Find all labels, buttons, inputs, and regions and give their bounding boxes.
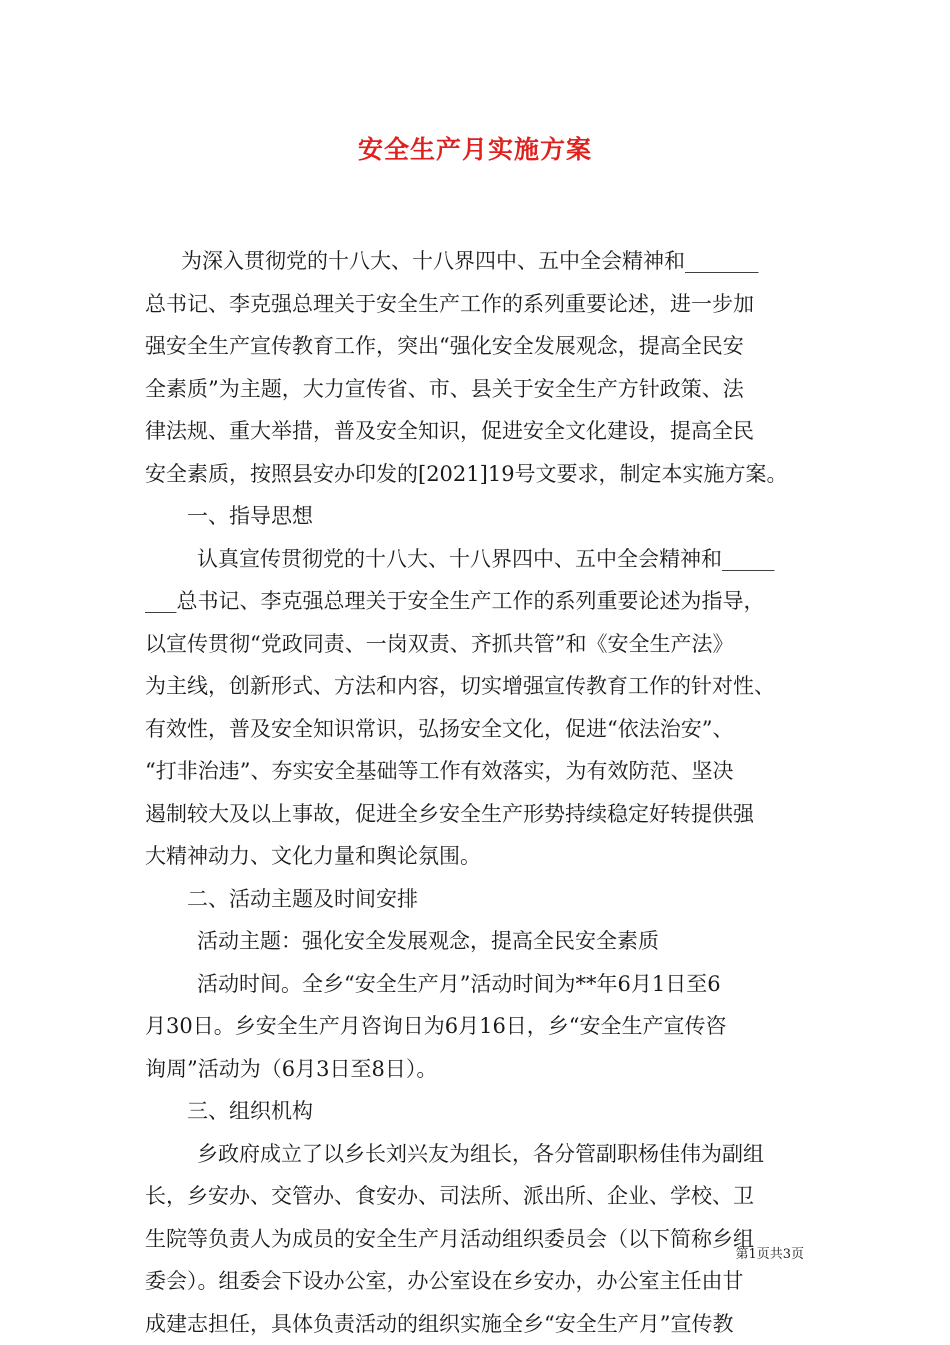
text-line: 活动主题：强化安全发展观念，提高全民安全素质 [145,920,820,963]
text-line: 认真宣传贯彻党的十八大、十八界四中、五中全会精神和_____ [145,538,820,581]
text-line: 询周”活动为（6月3日至8日）。 [145,1048,820,1091]
text-line: 三、组织机构 [145,1090,820,1133]
text-line: 为主线，创新形式、方法和内容，切实增强宣传教育工作的针对性、 [145,665,820,708]
text-line: 二、活动主题及时间安排 [145,878,820,921]
text-line: 成建志担任，具体负责活动的组织实施全乡“安全生产月”宣传教 [145,1303,820,1345]
text-line: 月30日。乡安全生产月咨询日为6月16日，乡“安全生产宣传咨 [145,1005,820,1048]
text-line: 全素质”为主题，大力宣传省、市、县关于安全生产方针政策、法 [145,368,820,411]
text-line: 委会）。组委会下设办公室，办公室设在乡安办，办公室主任由甘 [145,1260,820,1303]
page-number-footer: 第1页共3页 [735,1246,804,1264]
text-line: 安全素质，按照县安办印发的[2021]19号文要求，制定本实施方案。 [145,453,820,496]
text-line: 有效性，普及安全知识常识，弘扬安全文化，促进“依法治安”、 [145,708,820,751]
text-line: 为深入贯彻党的十八大、十八界四中、五中全会精神和_______ [145,240,820,283]
text-line: 活动时间。全乡“安全生产月”活动时间为**年6月1日至6 [145,963,820,1006]
text-line: 生院等负责人为成员的安全生产月活动组织委员会（以下简称乡组 [145,1218,820,1261]
text-line: “打非治违”、夯实安全基础等工作有效落实，为有效防范、坚决 [145,750,820,793]
document-title: 安全生产月实施方案 [0,132,950,168]
text-line: 以宣传贯彻“党政同责、一岗双责、齐抓共管”和《安全生产法》 [145,623,820,666]
document-body [145,240,820,1345]
text-line: 乡政府成立了以乡长刘兴友为组长，各分管副职杨佳伟为副组 [145,1133,820,1176]
text-line: ___总书记、李克强总理关于安全生产工作的系列重要论述为指导， [145,580,820,623]
text-line: 遏制较大及以上事故，促进全乡安全生产形势持续稳定好转提供强 [145,793,820,836]
text-line: 一、指导思想 [145,495,820,538]
text-line: 律法规、重大举措，普及安全知识，促进安全文化建设，提高全民 [145,410,820,453]
text-line: 长，乡安办、交管办、食安办、司法所、派出所、企业、学校、卫 [145,1175,820,1218]
text-line: 强安全生产宣传教育工作，突出“强化安全发展观念，提高全民安 [145,325,820,368]
text-line: 大精神动力、文化力量和舆论氛围。 [145,835,820,878]
text-line: 总书记、李克强总理关于安全生产工作的系列重要论述，进一步加 [145,283,820,326]
